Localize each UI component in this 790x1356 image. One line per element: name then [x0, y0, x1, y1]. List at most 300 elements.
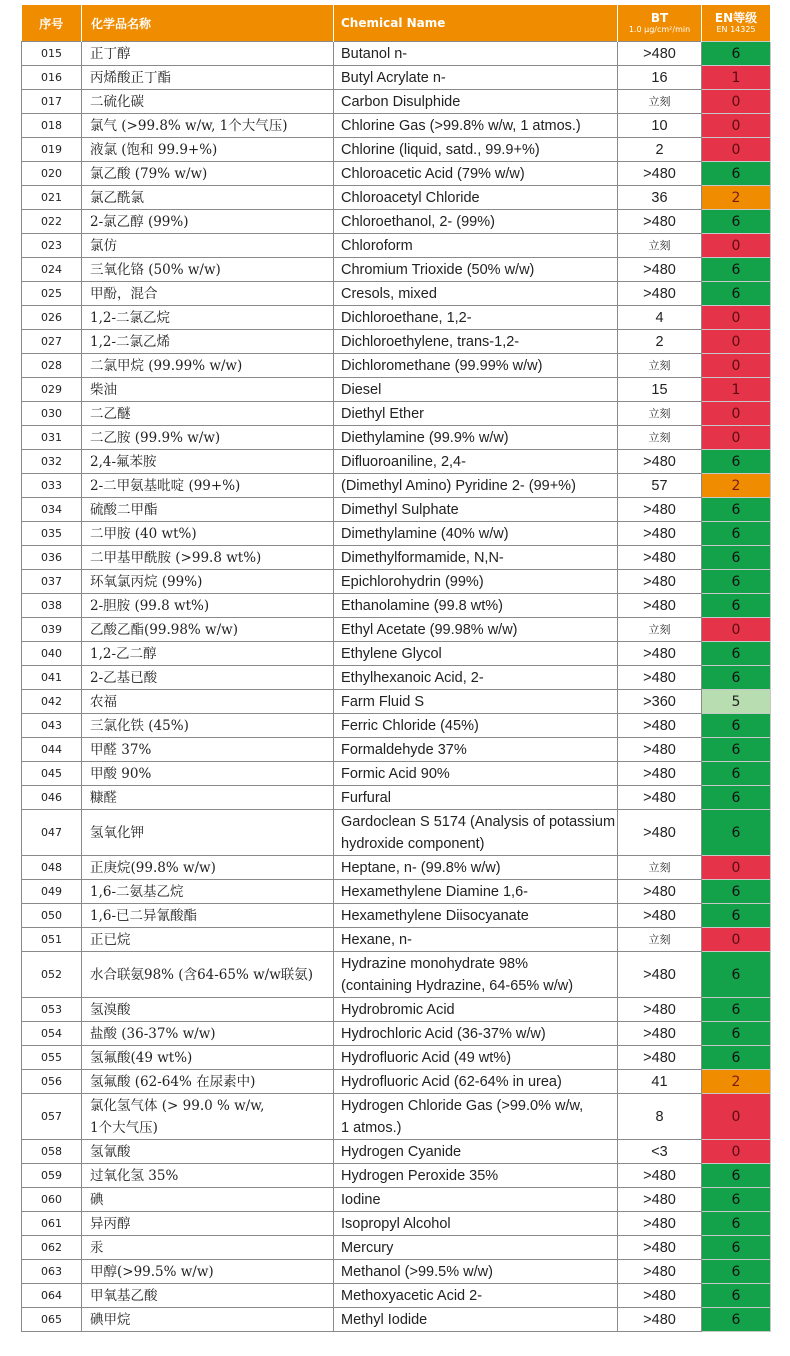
header-bt-unit: 1.0 μg/cm²/min — [628, 24, 691, 34]
table-row — [22, 666, 771, 690]
en-name — [334, 90, 618, 114]
chemical-resistance-table — [21, 5, 771, 1332]
en-name — [334, 1236, 618, 1260]
cn-name-text: 三氧化铬 (50% w/w) — [90, 261, 221, 278]
en-name-text: Dimethyl Sulphate — [341, 501, 459, 518]
cn-name — [82, 426, 334, 450]
breakthrough-time-value: >480 — [643, 573, 676, 590]
breakthrough-time-value: 36 — [651, 189, 668, 206]
header-en-name: Chemical Name — [334, 5, 618, 42]
cn-name-text: 氢氟酸(49 wt%) — [90, 1049, 193, 1066]
breakthrough-time — [618, 306, 702, 330]
row-number: 056 — [22, 1070, 82, 1094]
en-name — [334, 66, 618, 90]
en-name-text: Hydrofluoric Acid (62-64% in urea) — [341, 1073, 562, 1090]
row-number: 059 — [22, 1164, 82, 1188]
en-name-text-line2: hydroxide component) — [341, 835, 485, 852]
cn-name-text: 液氯 (饱和 99.9+%) — [90, 141, 218, 158]
breakthrough-time-value: >480 — [643, 645, 676, 662]
en-level-badge: 6 — [702, 282, 771, 306]
cn-name — [82, 474, 334, 498]
en-name-text: Iodine — [341, 1191, 381, 1208]
breakthrough-time-value: 8 — [655, 1108, 664, 1125]
row-number: 035 — [22, 522, 82, 546]
en-name — [334, 880, 618, 904]
en-level-badge: 6 — [702, 450, 771, 474]
en-level-badge: 2 — [702, 186, 771, 210]
table-row — [22, 714, 771, 738]
row-number: 022 — [22, 210, 82, 234]
cn-name-text: 2-乙基已酸 — [90, 669, 158, 686]
en-name — [334, 1022, 618, 1046]
en-name — [334, 928, 618, 952]
cn-name — [82, 762, 334, 786]
en-name-text: Chloroacetic Acid (79% w/w) — [341, 165, 525, 182]
cn-name-text: 氯仿 — [90, 237, 117, 254]
en-level-badge: 0 — [702, 90, 771, 114]
en-name — [334, 426, 618, 450]
breakthrough-time-value: >480 — [643, 1049, 676, 1066]
cn-name — [82, 904, 334, 928]
breakthrough-time — [618, 1284, 702, 1308]
en-name — [334, 570, 618, 594]
en-name — [334, 42, 618, 66]
cn-name — [82, 810, 334, 856]
cn-name-text: 异丙醇 — [90, 1215, 131, 1232]
en-name — [334, 998, 618, 1022]
en-level-badge: 5 — [702, 690, 771, 714]
en-level-badge: 0 — [702, 330, 771, 354]
row-number: 057 — [22, 1094, 82, 1140]
table-row — [22, 928, 771, 952]
en-level-badge: 6 — [702, 1308, 771, 1332]
en-level-badge: 1 — [702, 378, 771, 402]
cn-name-text: 环氧氯丙烷 (99%) — [90, 573, 203, 590]
breakthrough-time — [618, 1046, 702, 1070]
table-row — [22, 642, 771, 666]
table-row — [22, 354, 771, 378]
breakthrough-time — [618, 1260, 702, 1284]
breakthrough-time — [618, 426, 702, 450]
en-name — [334, 1094, 618, 1140]
breakthrough-time-value: 4 — [655, 309, 664, 326]
en-level-badge: 2 — [702, 474, 771, 498]
cn-name — [82, 1046, 334, 1070]
en-name — [334, 690, 618, 714]
en-level-badge: 6 — [702, 546, 771, 570]
cn-name-text: 氯气 (>99.8% w/w, 1个大气压) — [90, 117, 288, 134]
cn-name — [82, 498, 334, 522]
row-number: 043 — [22, 714, 82, 738]
en-name — [334, 330, 618, 354]
en-level-badge: 6 — [702, 714, 771, 738]
table-row — [22, 546, 771, 570]
breakthrough-time — [618, 762, 702, 786]
table-row — [22, 1284, 771, 1308]
cn-name — [82, 1260, 334, 1284]
en-name-text: Ethylene Glycol — [341, 645, 442, 662]
breakthrough-time — [618, 998, 702, 1022]
en-name-text-line2: (containing Hydrazine, 64-65% w/w) — [341, 977, 574, 994]
cn-name-text: 糠醛 — [90, 789, 117, 806]
cn-name — [82, 258, 334, 282]
cn-name — [82, 1308, 334, 1332]
en-level-badge: 6 — [702, 762, 771, 786]
en-name-text: Hydrogen Chloride Gas (>99.0% w/w, — [341, 1097, 584, 1114]
row-number: 049 — [22, 880, 82, 904]
cn-name — [82, 952, 334, 998]
breakthrough-time-value: 立刻 — [648, 239, 671, 252]
breakthrough-time-value: 立刻 — [648, 95, 671, 108]
en-level-badge: 6 — [702, 1188, 771, 1212]
en-name-text: Hydrogen Peroxide 35% — [341, 1167, 499, 1184]
en-name-text: Ethyl Acetate (99.98% w/w) — [341, 621, 518, 638]
row-number: 046 — [22, 786, 82, 810]
breakthrough-time-value: >480 — [643, 966, 676, 983]
cn-name — [82, 738, 334, 762]
table-body — [22, 42, 771, 1332]
breakthrough-time — [618, 138, 702, 162]
row-number: 045 — [22, 762, 82, 786]
cn-name — [82, 1164, 334, 1188]
en-name-text: Hydrobromic Acid — [341, 1001, 455, 1018]
cn-name — [82, 1070, 334, 1094]
cn-name-text: 1,2-二氯乙烯 — [90, 333, 171, 350]
cn-name — [82, 786, 334, 810]
cn-name — [82, 666, 334, 690]
en-name-text: Chloroacetyl Chloride — [341, 189, 480, 206]
breakthrough-time — [618, 354, 702, 378]
cn-name-text: 二乙醚 — [90, 405, 131, 422]
en-name-text: Formic Acid 90% — [341, 765, 450, 782]
header-rating — [702, 5, 771, 42]
en-name — [334, 618, 618, 642]
table-row — [22, 378, 771, 402]
row-number: 023 — [22, 234, 82, 258]
en-name — [334, 714, 618, 738]
breakthrough-time-value: >480 — [643, 1215, 676, 1232]
breakthrough-time — [618, 618, 702, 642]
breakthrough-time-value: 立刻 — [648, 431, 671, 444]
breakthrough-time — [618, 402, 702, 426]
en-level-badge: 0 — [702, 618, 771, 642]
en-name-text-line2: 1 atmos.) — [341, 1119, 402, 1136]
breakthrough-time — [618, 210, 702, 234]
cn-name-text: 二乙胺 (99.9% w/w) — [90, 429, 221, 446]
en-name-text: Difluoroaniline, 2,4- — [341, 453, 466, 470]
breakthrough-time-value: >480 — [643, 1191, 676, 1208]
breakthrough-time-value: >480 — [643, 717, 676, 734]
table-row — [22, 880, 771, 904]
cn-name-text: 硫酸二甲酯 — [90, 501, 158, 518]
breakthrough-time — [618, 114, 702, 138]
cn-name-text: 1,6-已二异氰酸酯 — [90, 907, 198, 924]
en-name-text: Ferric Chloride (45%) — [341, 717, 479, 734]
en-name-text: Diethylamine (99.9% w/w) — [341, 429, 509, 446]
table-row — [22, 1070, 771, 1094]
breakthrough-time — [618, 570, 702, 594]
row-number: 060 — [22, 1188, 82, 1212]
row-number: 062 — [22, 1236, 82, 1260]
cn-name-text: 氯乙酸 (79% w/w) — [90, 165, 208, 182]
breakthrough-time — [618, 450, 702, 474]
breakthrough-time-value: 2 — [655, 333, 664, 350]
cn-name — [82, 450, 334, 474]
breakthrough-time — [618, 642, 702, 666]
cn-name-text: 汞 — [90, 1239, 104, 1256]
row-number: 048 — [22, 856, 82, 880]
table-row — [22, 594, 771, 618]
en-level-badge: 6 — [702, 786, 771, 810]
row-number: 036 — [22, 546, 82, 570]
table-row — [22, 474, 771, 498]
en-name-text: Formaldehyde 37% — [341, 741, 467, 758]
row-number: 039 — [22, 618, 82, 642]
en-level-badge: 6 — [702, 1164, 771, 1188]
en-name-text: Mercury — [341, 1239, 394, 1256]
breakthrough-time — [618, 1188, 702, 1212]
table-row — [22, 498, 771, 522]
en-name-text: Chlorine (liquid, satd., 99.9+%) — [341, 141, 540, 158]
en-level-badge: 6 — [702, 570, 771, 594]
breakthrough-time — [618, 1022, 702, 1046]
cn-name-text: 二硫化碳 — [90, 93, 144, 110]
table-row — [22, 210, 771, 234]
en-name-text: Butyl Acrylate n- — [341, 69, 446, 86]
cn-name — [82, 1022, 334, 1046]
header-bt — [618, 5, 702, 42]
en-name — [334, 904, 618, 928]
en-name-text: Dimethylformamide, N,N- — [341, 549, 504, 566]
en-level-badge: 0 — [702, 114, 771, 138]
en-name — [334, 354, 618, 378]
en-name — [334, 378, 618, 402]
row-number: 055 — [22, 1046, 82, 1070]
row-number: 061 — [22, 1212, 82, 1236]
cn-name — [82, 378, 334, 402]
breakthrough-time — [618, 1140, 702, 1164]
cn-name — [82, 1188, 334, 1212]
cn-name-text: 农福 — [90, 693, 117, 710]
en-name — [334, 282, 618, 306]
cn-name-text: 1,2-乙二醇 — [90, 645, 157, 662]
cn-name — [82, 234, 334, 258]
en-name — [334, 210, 618, 234]
en-name-text: Dimethylamine (40% w/w) — [341, 525, 509, 542]
cn-name — [82, 998, 334, 1022]
cn-name-text: 正已烷 — [90, 931, 131, 948]
table-row — [22, 522, 771, 546]
en-name-text: Hydrazine monohydrate 98% — [341, 955, 528, 972]
breakthrough-time-value: >480 — [643, 1001, 676, 1018]
row-number: 016 — [22, 66, 82, 90]
breakthrough-time — [618, 42, 702, 66]
cn-name-text: 二氯甲烷 (99.99% w/w) — [90, 357, 243, 374]
en-name — [334, 450, 618, 474]
en-level-badge: 6 — [702, 162, 771, 186]
en-name — [334, 952, 618, 998]
en-level-badge: 6 — [702, 498, 771, 522]
breakthrough-time — [618, 594, 702, 618]
breakthrough-time-value: >480 — [643, 213, 676, 230]
table-row — [22, 904, 771, 928]
cn-name — [82, 1284, 334, 1308]
table-row — [22, 42, 771, 66]
cn-name — [82, 522, 334, 546]
en-level-badge: 6 — [702, 258, 771, 282]
cn-name-text-line2: 1个大气压) — [90, 1119, 158, 1136]
en-name — [334, 498, 618, 522]
breakthrough-time-value: <3 — [651, 1143, 668, 1160]
cn-name-text: 甲氧基乙酸 — [90, 1287, 158, 1304]
cn-name — [82, 714, 334, 738]
breakthrough-time-value: >480 — [643, 741, 676, 758]
header-rating-title: EN等级 — [714, 10, 758, 25]
en-level-badge: 6 — [702, 642, 771, 666]
breakthrough-time — [618, 186, 702, 210]
cn-name-text: 碘甲烷 — [90, 1311, 131, 1328]
breakthrough-time — [618, 66, 702, 90]
en-name-text: Isopropyl Alcohol — [341, 1215, 451, 1232]
en-level-badge: 6 — [702, 904, 771, 928]
en-name-text: Methanol (>99.5% w/w) — [341, 1263, 493, 1280]
en-name — [334, 642, 618, 666]
cn-name-text: 氢溴酸 — [90, 1001, 131, 1018]
row-number: 017 — [22, 90, 82, 114]
breakthrough-time-value: >480 — [643, 549, 676, 566]
cn-name — [82, 114, 334, 138]
en-level-badge: 0 — [702, 354, 771, 378]
en-name-text: Dichloroethane, 1,2- — [341, 309, 472, 326]
cn-name — [82, 856, 334, 880]
row-number: 024 — [22, 258, 82, 282]
row-number: 051 — [22, 928, 82, 952]
en-name-text: Ethylhexanoic Acid, 2- — [341, 669, 484, 686]
row-number: 019 — [22, 138, 82, 162]
cn-name-text: 2-二甲氨基吡啶 (99+%) — [90, 477, 241, 494]
en-name-text: Diesel — [341, 381, 382, 398]
breakthrough-time-value: >480 — [643, 907, 676, 924]
breakthrough-time-value: >480 — [643, 883, 676, 900]
breakthrough-time-value: >480 — [643, 525, 676, 542]
cn-name-text: 甲醛 37% — [90, 741, 152, 758]
en-level-badge: 6 — [702, 522, 771, 546]
row-number: 040 — [22, 642, 82, 666]
cn-name — [82, 594, 334, 618]
table-row — [22, 1236, 771, 1260]
table-row — [22, 162, 771, 186]
en-name-text: Diethyl Ether — [341, 405, 425, 422]
en-name — [334, 306, 618, 330]
breakthrough-time-value: >480 — [643, 453, 676, 470]
en-level-badge: 0 — [702, 426, 771, 450]
en-level-badge: 6 — [702, 810, 771, 856]
row-number: 047 — [22, 810, 82, 856]
en-name-text: Hydrofluoric Acid (49 wt%) — [341, 1049, 512, 1066]
row-number: 015 — [22, 42, 82, 66]
table-row — [22, 1094, 771, 1140]
breakthrough-time-value: 立刻 — [648, 407, 671, 420]
breakthrough-time — [618, 786, 702, 810]
cn-name-text: 2,4-氟苯胺 — [90, 453, 157, 470]
en-level-badge: 6 — [702, 1236, 771, 1260]
en-name — [334, 1164, 618, 1188]
en-name — [334, 762, 618, 786]
cn-name — [82, 1236, 334, 1260]
table-row — [22, 1188, 771, 1212]
breakthrough-time — [618, 666, 702, 690]
table-row — [22, 856, 771, 880]
row-number: 038 — [22, 594, 82, 618]
breakthrough-time-value: >480 — [643, 1287, 676, 1304]
table-row — [22, 738, 771, 762]
breakthrough-time — [618, 498, 702, 522]
en-name-text: Dichloroethylene, trans-1,2- — [341, 333, 520, 350]
en-level-badge: 6 — [702, 738, 771, 762]
row-number: 018 — [22, 114, 82, 138]
breakthrough-time — [618, 928, 702, 952]
breakthrough-time-value: >480 — [643, 261, 676, 278]
breakthrough-time-value: >480 — [643, 789, 676, 806]
row-number: 031 — [22, 426, 82, 450]
table-row — [22, 450, 771, 474]
en-level-badge: 0 — [702, 1094, 771, 1140]
breakthrough-time-value: >480 — [643, 285, 676, 302]
en-name-text: Carbon Disulphide — [341, 93, 461, 110]
cn-name-text: 碘 — [90, 1191, 104, 1208]
cn-name-text: 正丁醇 — [90, 45, 131, 62]
en-level-badge: 0 — [702, 138, 771, 162]
en-name — [334, 258, 618, 282]
en-name — [334, 1260, 618, 1284]
breakthrough-time — [618, 330, 702, 354]
en-name — [334, 1308, 618, 1332]
row-number: 027 — [22, 330, 82, 354]
header-cn-name: 化学品名称 — [82, 5, 334, 42]
en-level-badge: 6 — [702, 210, 771, 234]
breakthrough-time-value: >360 — [643, 693, 676, 710]
en-name-text: Methoxyacetic Acid 2- — [341, 1287, 483, 1304]
en-name-text: Methyl Iodide — [341, 1311, 428, 1328]
cn-name — [82, 642, 334, 666]
cn-name-text: 盐酸 (36-37% w/w) — [90, 1025, 216, 1042]
breakthrough-time — [618, 880, 702, 904]
breakthrough-time — [618, 856, 702, 880]
cn-name-text: 甲醇(>99.5% w/w) — [90, 1263, 214, 1280]
en-name — [334, 666, 618, 690]
row-number: 034 — [22, 498, 82, 522]
cn-name-text: 1,2-二氯乙烷 — [90, 309, 171, 326]
cn-name — [82, 618, 334, 642]
breakthrough-time — [618, 1094, 702, 1140]
cn-name — [82, 90, 334, 114]
en-name — [334, 114, 618, 138]
row-number: 032 — [22, 450, 82, 474]
row-number: 026 — [22, 306, 82, 330]
breakthrough-time — [618, 690, 702, 714]
cn-name — [82, 162, 334, 186]
row-number: 042 — [22, 690, 82, 714]
cn-name — [82, 546, 334, 570]
row-number: 030 — [22, 402, 82, 426]
table-row — [22, 690, 771, 714]
row-number: 053 — [22, 998, 82, 1022]
en-name-text: Hydrochloric Acid (36-37% w/w) — [341, 1025, 546, 1042]
row-number: 063 — [22, 1260, 82, 1284]
cn-name-text: 氯乙酰氯 — [90, 189, 144, 206]
table-row — [22, 1260, 771, 1284]
breakthrough-time-value: 立刻 — [648, 359, 671, 372]
